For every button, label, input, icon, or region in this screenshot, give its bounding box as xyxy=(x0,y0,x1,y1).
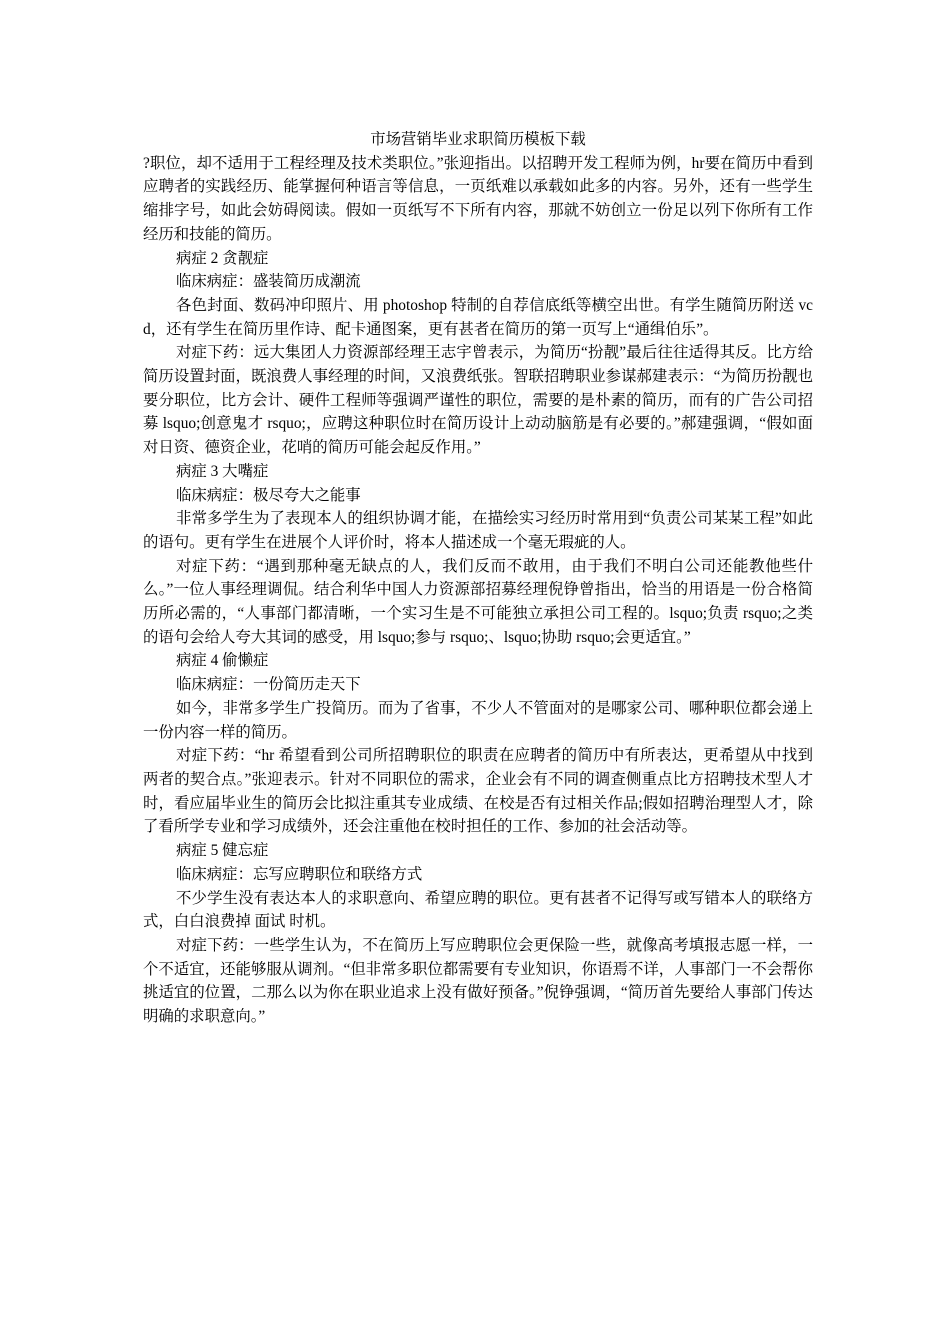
section-heading: 病症 5 健忘症 xyxy=(176,842,269,860)
paragraph: 各色封面、数码冲印照片、用 photoshop 特制的自荐信底纸等横空出世。有学生随简历附送 vcd，还有学生在简历里作诗、配卡通图案，更有甚者在简历的第一页写上“通缉伯乐”。 xyxy=(143,296,813,338)
paragraph: 不少学生没有表达本人的求职意向、希望应聘的职位。更有甚者不记得写或写错本人的联络方式，白白浪费掉 面试 时机。 xyxy=(143,889,813,931)
paragraph: 如今，非常多学生广投简历。而为了省事，不少人不管面对的是哪家公司、哪种职位都会递上一份内容一样的简历。 xyxy=(143,699,813,741)
paragraph: 非常多学生为了表现本人的组织协调才能，在描绘实习经历时常用到“负责公司某某工程”如此的语句。更有学生在进展个人评价时，将本人描述成一个毫无瑕疵的人。 xyxy=(143,510,813,551)
section-subheading: 临床病症：一份简历走天下 xyxy=(176,676,361,694)
section-subheading: 临床病症：盛装简历成潮流 xyxy=(176,273,361,291)
paragraph: 对症下药：一些学生认为，不在简历上写应聘职位会更保险一些，就像高考填报志愿一样，一个不适宜，还能够服从调剂。“但非常多职位都需要有专业知识，你语焉不详，人事部门一不会帮你挑适宜的位置，二那么以为你在职业追求上没有做好预备。”倪铮强调，“简历首先要给人事部门传达明确的求职意向。” xyxy=(143,936,813,1026)
section-heading: 病症 3 大嘴症 xyxy=(176,462,269,480)
section-heading: 病症 2 贪靓症 xyxy=(176,249,269,267)
paragraph: 对症下药：远大集团人力资源部经理王志宇曾表示，为简历“扮靓”最后往往适得其反。比方给简历设置封面，既浪费人事经理的时间，又浪费纸张。智联招聘职业参谋郝建表示：“为简历扮靓也要分职位，比方会计、硬件工程师等强调严谨性的职位，需要的是朴素的简历，而有的广告公司招募 lsquo;创意鬼才 rsquo;，应聘这种职位时在简历设计上动动脑筋是有必要的。”郝建强调，“假如面对日资、德资企业，花哨的简历可能会起反作用。” xyxy=(143,344,813,457)
paragraph: 对症下药：“遇到那种毫无缺点的人，我们反而不敢用，由于我们不明白公司还能教他些什么。”一位人事经理调侃。结合利华中国人力资源部招募经理倪铮曾指出，恰当的用语是一份合格简历所必需的，“人事部门都清晰，一个实习生是不可能独立承担公司工程的。lsquo;负责 rsquo;之类的语句会给人夸大其词的感受，用 lsquo;参与 rsquo;、lsquo;协助 rsquo;会更适宜。” xyxy=(143,557,813,646)
section-heading: 病症 4 偷懒症 xyxy=(176,652,269,670)
document-title: 市场营销毕业求职简历模板下载 xyxy=(370,131,586,148)
section-subheading: 临床病症：忘写应聘职位和联络方式 xyxy=(176,865,423,883)
document-page xyxy=(143,128,813,1029)
section-subheading: 临床病症：极尽夸大之能事 xyxy=(176,486,361,504)
paragraph: ?职位，却不适用于工程经理及技术类职位。”张迎指出。以招聘开发工程师为例，hr要在简历中看到应聘者的实践经历、能掌握何种语言等信息，一页纸难以承载如此多的内容。另外，还有一些学生缩排字号，如此会妨碍阅读。假如一页纸写不下所有内容，那就不妨创立一份足以列下你所有工作经历和技能的简历。 xyxy=(143,154,813,243)
paragraph: 对症下药：“hr 希望看到公司所招聘职位的职责在应聘者的简历中有所表达，更希望从中找到两者的契合点。”张迎表示。针对不同职位的需求，企业会有不同的调查侧重点比方招聘技术型人才时，看应届毕业生的简历会比拟注重其专业成绩、在校是否有过相关作品;假如招聘治理型人才，除了看所学专业和学习成绩外，还会注重他在校时担任的工作、参加的社会活动等。 xyxy=(143,747,813,836)
